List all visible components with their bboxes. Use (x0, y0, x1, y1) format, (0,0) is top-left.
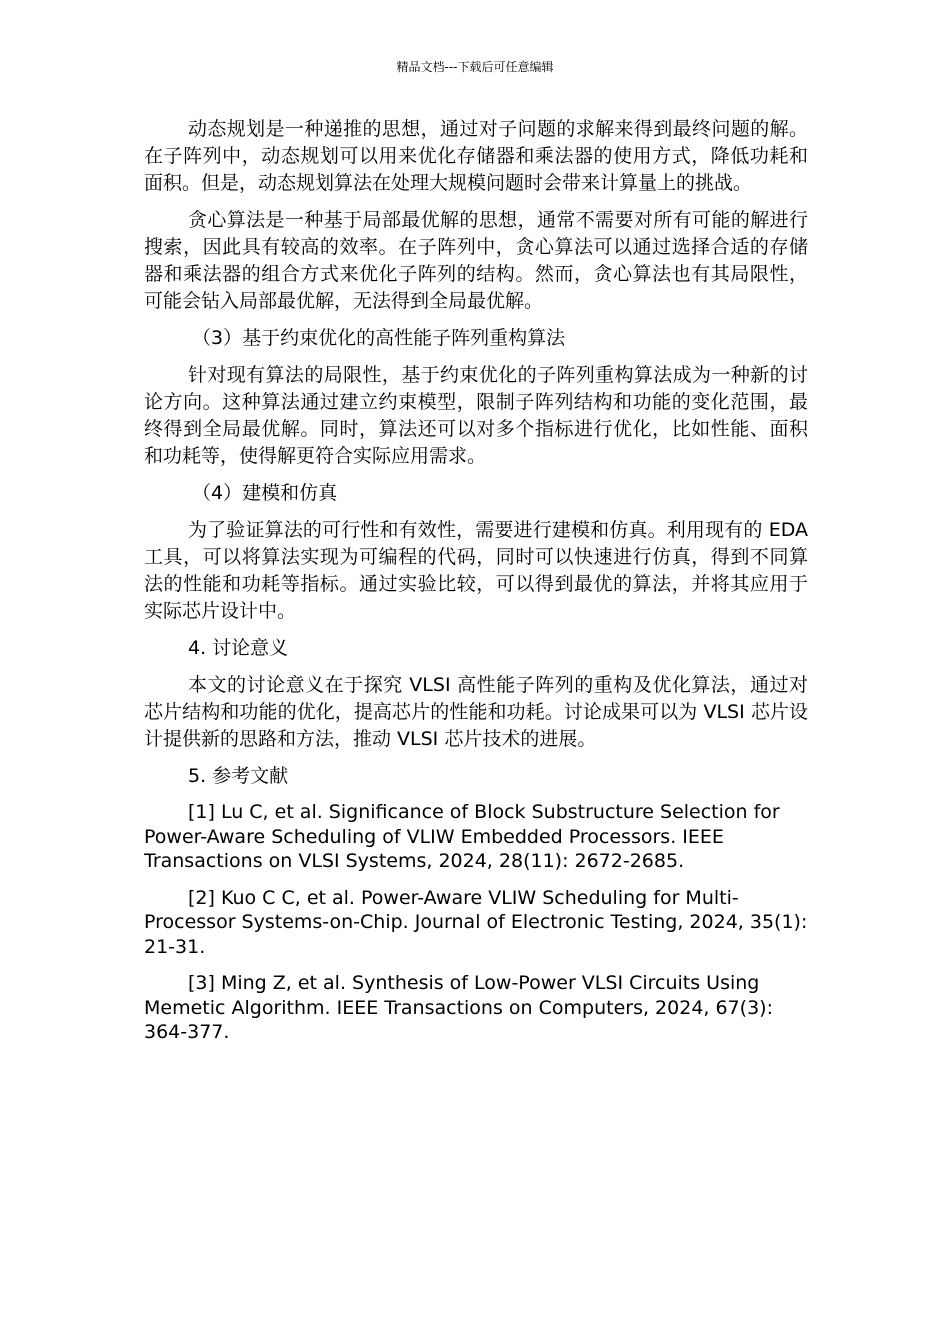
paragraph-significance: 本文的讨论意义在于探究 VLSI 高性能子阵列的重构及优化算法，通过对芯片结构和功能的优化，提高芯片的性能和功耗。讨论成果可以为 VLSI 芯片设计提供新的思路和方法，推动 VLSI 芯片技术的进展。 (144, 674, 808, 750)
reference-item: [3] Ming Z, et al. Synthesis of Low-Power VLSI Circuits Using Memetic Algorithm. IEEE Transactions on Computers, 2024, 67(3): 364-377. (144, 972, 773, 1043)
paragraph-modeling-simulation: 为了验证算法的可行性和有效性，需要进行建模和仿真。利用现有的 EDA 工具，可以将算法实现为可编程的代码，同时可以快速进行仿真，得到不同算法的性能和功耗等指标。通过实验比较，可以得到最优的算法，并将其应用于实际芯片设计中。 (144, 519, 808, 622)
reference-item: [1] Lu C, et al. Significance of Block Substructure Selection for Power-Aware Scheduling of VLIW Embedded Processors. IEEE Transactions on VLSI Systems, 2024, 28(11): 2672-2685. (144, 801, 780, 872)
section-heading-references: 5. 参考文献 (188, 765, 289, 787)
reference-item: [2] Kuo C C, et al. Power-Aware VLIW Scheduling for Multi-Processor Systems-on-Chip. Journal of Electronic Testing, 2024, 35(1): 21-31. (144, 886, 808, 958)
paragraph-constraint-optimization: 针对现有算法的局限性，基于约束优化的子阵列重构算法成为一种新的讨论方向。这种算法通过建立约束模型，限制子阵列结构和功能的变化范围，最终得到全局最优解。同时，算法还可以对多个指标进行优化，比如性能、面积和功耗等，使得解更符合实际应用需求。 (144, 364, 808, 467)
paragraph-dynamic-programming: 动态规划是一种递推的思想，通过对子问题的求解来得到最终问题的解。在子阵列中，动态规划可以用来优化存储器和乘法器的使用方式，降低功耗和面积。但是，动态规划算法在处理大规模问题时会带来计算量上的挑战。 (144, 118, 808, 194)
document-body (144, 116, 808, 1057)
section-heading-significance: 4. 讨论意义 (188, 637, 289, 659)
section-heading-constraint-optimization: （3）基于约束优化的高性能子阵列重构算法 (192, 327, 566, 349)
paragraph-greedy-algorithm: 贪心算法是一种基于局部最优解的思想，通常不需要对所有可能的解进行搜索，因此具有较高的效率。在子阵列中，贪心算法可以通过选择合适的存储器和乘法器的组合方式来优化子阵列的结构。然而，贪心算法也有其局限性，可能会钻入局部最优解，无法得到全局最优解。 (144, 209, 808, 312)
section-heading-modeling-simulation: （4）建模和仿真 (192, 482, 338, 504)
page-header: 精品文档---下载后可任意编辑 (396, 60, 554, 74)
